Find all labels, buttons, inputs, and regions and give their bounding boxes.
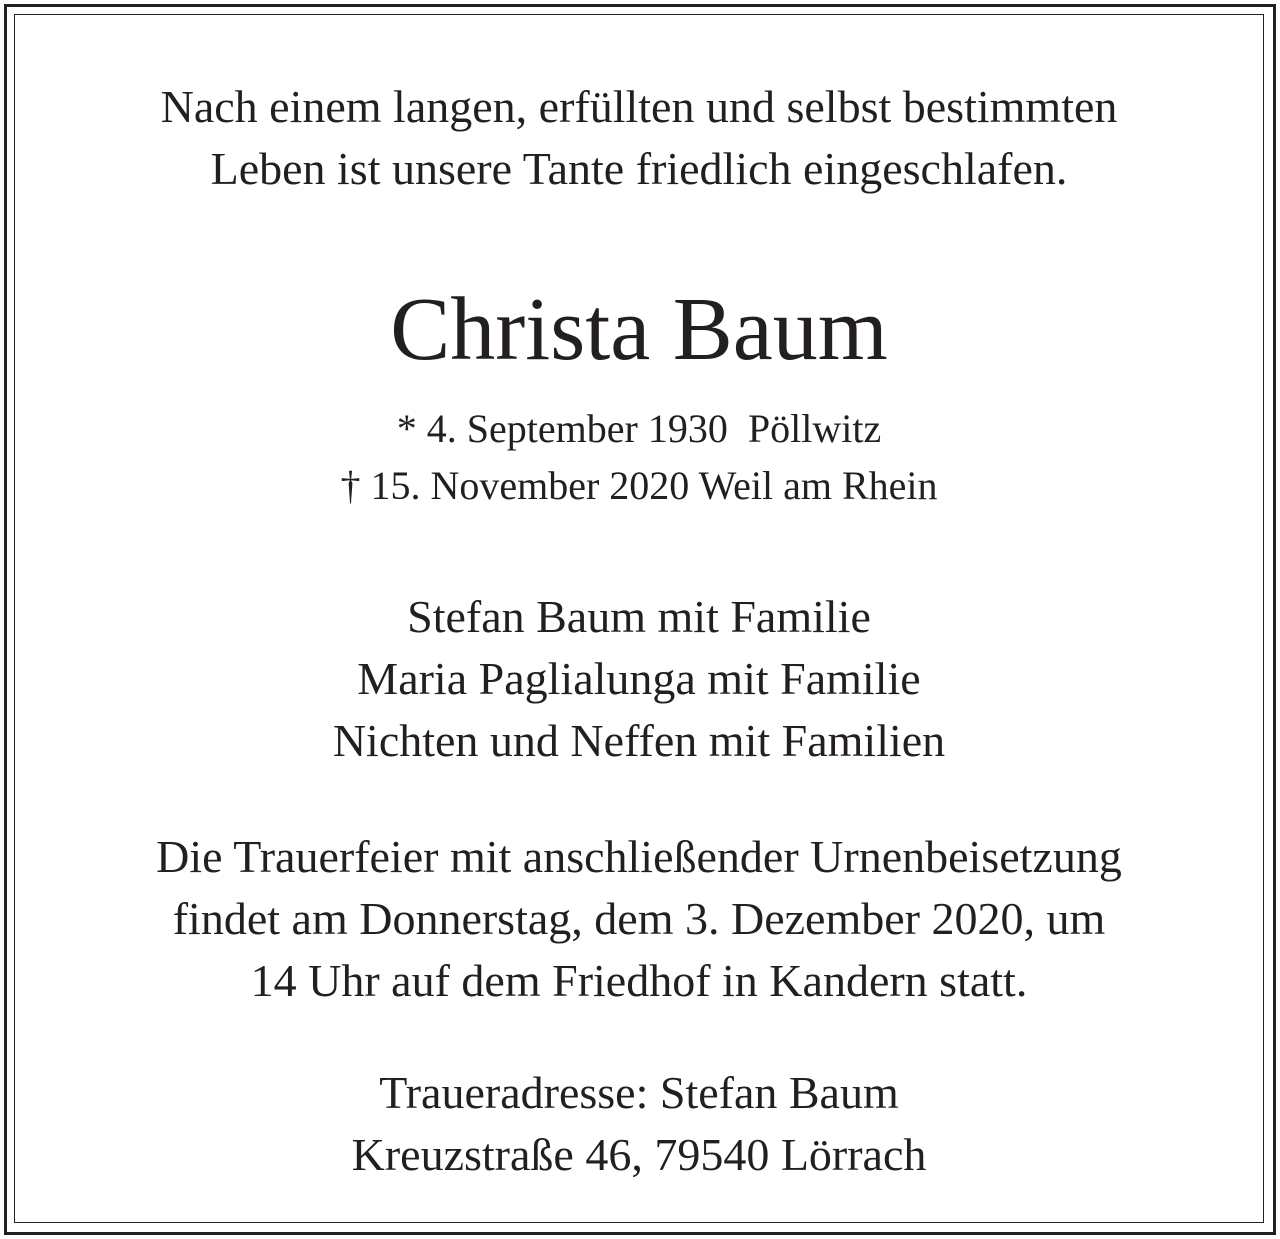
intro-line: Nach einem langen, erfüllten und selbst bestimmten — [160, 81, 1118, 132]
funeral-details — [14, 826, 1264, 1012]
birth-date: * 4. September 1930 Pöllwitz — [396, 406, 882, 451]
mourner-line: Stefan Baum mit Familie — [407, 591, 871, 642]
mourning-address — [14, 1062, 1264, 1186]
mourners-list — [14, 586, 1264, 772]
intro-line: Leben ist unsere Tante friedlich eingeschlafen. — [210, 143, 1068, 194]
intro-text — [14, 76, 1264, 200]
funeral-line: Die Trauerfeier mit anschließender Urnenbeisetzung — [156, 831, 1122, 882]
death-date: † 15. November 2020 Weil am Rhein — [340, 463, 938, 508]
funeral-line: 14 Uhr auf dem Friedhof in Kandern statt. — [250, 955, 1028, 1006]
address-line: Kreuzstraße 46, 79540 Lörrach — [351, 1129, 927, 1180]
funeral-line: findet am Donnerstag, dem 3. Dezember 2020, um — [172, 893, 1106, 944]
mourner-line: Maria Paglialunga mit Familie — [357, 653, 921, 704]
life-dates — [14, 400, 1264, 514]
deceased-name: Christa Baum — [390, 280, 888, 379]
mourner-line: Nichten und Neffen mit Familien — [332, 715, 946, 766]
address-line: Traueradresse: Stefan Baum — [379, 1067, 899, 1118]
